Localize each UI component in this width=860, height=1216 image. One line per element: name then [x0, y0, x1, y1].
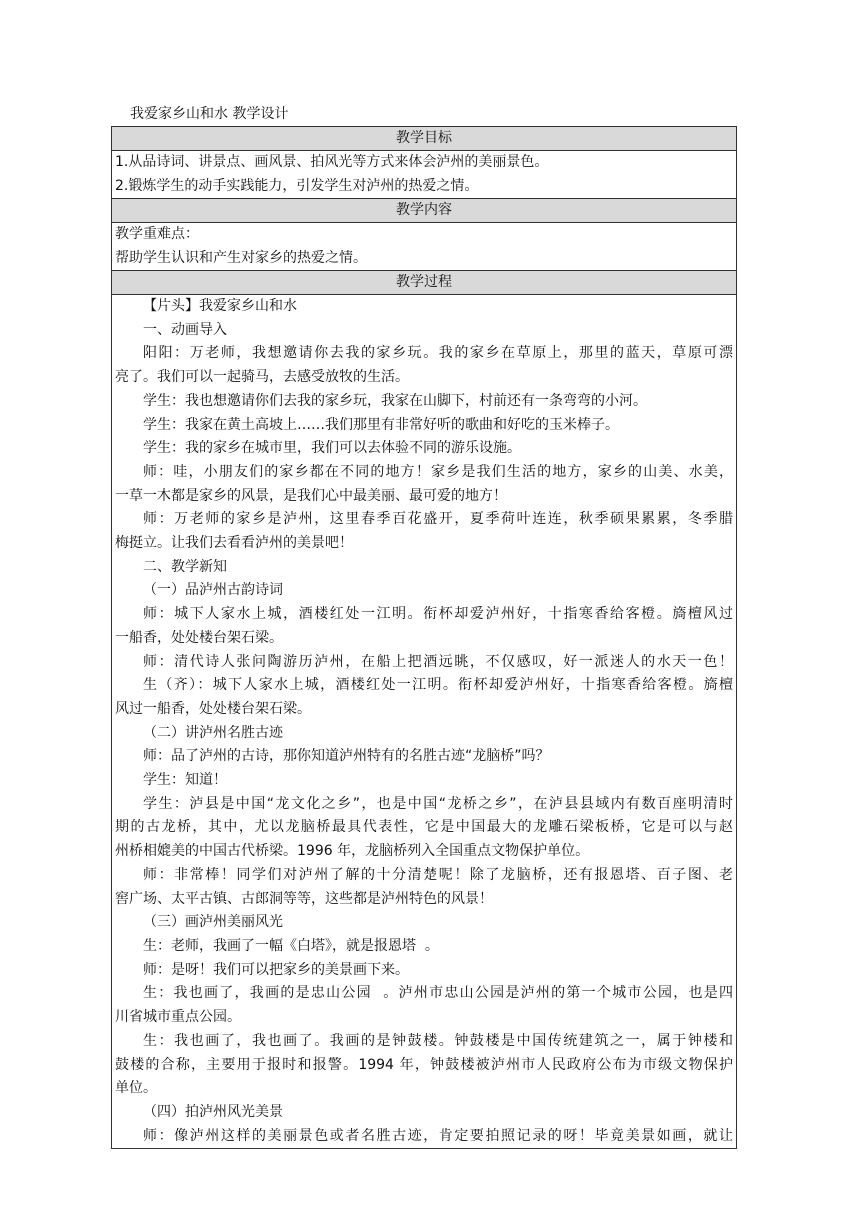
process-line: 一、动画导入: [143, 321, 227, 338]
process-line: 生：我也画了，我画的是忠山公园 。泸州市忠山公园是泸州的第一个城市公园，也是四: [143, 985, 733, 1002]
process-line: 学生：泸县是中国“龙文化之乡”，也是中国“龙桥之乡”，在泸县县域内有数百座明清时: [143, 795, 733, 812]
process-line: （一）品泸州古韵诗词: [143, 582, 283, 599]
process-line: 师：品了泸州的古诗，那你知道泸州特有的名胜古迹“龙脑桥”吗？: [143, 748, 550, 765]
objectives-header: 教学目标: [112, 127, 737, 151]
process-line: 师：是呀！我们可以把家乡的美景画下来。: [143, 961, 409, 978]
process-line: （三）画泸州美丽风光: [143, 914, 283, 931]
process-line: 师：清代诗人张问陶游历泸州，在船上把酒远眺，不仅感叹，好一派迷人的水天一色！: [143, 653, 733, 670]
process-line: （四）拍泸州风光美景: [143, 1103, 283, 1120]
process-line: 师：城下人家水上城，酒楼红处一江明。衔杯却爱泸州好，十指寒香给客橙。旖檀风过: [143, 606, 733, 623]
process-line: 生：我也画了，我也画了。我画的是钟鼓楼。钟鼓楼是中国传统建筑之一，属于钟楼和: [143, 1032, 733, 1049]
objectives-header-row: [112, 127, 737, 151]
process-line: 学生：我家在黄土高坡上……我们那里有非常好听的歌曲和好吃的玉米棒子。: [143, 416, 619, 433]
process-header-row: [112, 271, 737, 295]
process-line: 窖广场、太平古镇、古郎洞等等，这些都是泸州特色的风景！: [115, 890, 493, 907]
content-row: [112, 223, 737, 271]
process-line: 鼓楼的合称，主要用于报时和报警。1994 年，钟鼓楼被泸州市人民政府公布为市级文物保护: [115, 1056, 733, 1073]
process-cell: [112, 295, 737, 1149]
process-line: 州桥相媲美的中国古代桥梁。1996 年，龙脑桥列入全国重点文物保护单位。: [115, 843, 590, 860]
objectives-cell: [112, 151, 737, 199]
content-header-row: [112, 199, 737, 223]
content-header: 教学内容: [112, 199, 737, 223]
process-line: 梅挺立。让我们去看看泸州的美景吧！: [115, 535, 353, 552]
process-line: 学生：我的家乡在城市里，我们可以去体验不同的游乐设施。: [143, 440, 521, 457]
process-line: 一船香，处处楼台架石梁。: [115, 629, 283, 646]
process-line: 风过一船香，处处楼台架石梁。: [115, 700, 311, 717]
process-line: 期的古龙桥，其中，尤以龙脑桥最具代表性，它是中国最大的龙雕石梁板桥，它是可以与赵: [115, 819, 733, 836]
process-line: 学生：知道！: [143, 772, 227, 789]
process-line: 一草一木都是家乡的风景，是我们心中最美丽、最可爱的地方！: [115, 487, 507, 504]
objective-item: 1.从品诗词、讲景点、画风景、拍风光等方式来体会泸州的美丽景色。: [115, 154, 549, 170]
process-row: [112, 295, 737, 1149]
objectives-row: [112, 151, 737, 199]
process-line: 师：万老师的家乡是泸州，这里春季百花盛开，夏季荷叶连连，秋季硕果累累，冬季腊: [143, 511, 733, 528]
content-item: 教学重难点：: [115, 226, 199, 242]
content-cell: [112, 223, 737, 271]
process-line: 亮了。我们可以一起骑马，去感受放牧的生活。: [115, 369, 409, 386]
process-line: 生：老师，我画了一幅《白塔》，就是报恩塔 。: [143, 937, 439, 954]
process-header: 教学过程: [112, 271, 737, 295]
process-line: 川省城市重点公园。: [115, 1009, 241, 1026]
document-title: 我爱家乡山和水 教学设计: [130, 106, 289, 122]
objective-item: 2.锻炼学生的动手实践能力，引发学生对泸州的热爱之情。: [115, 177, 479, 194]
lesson-plan-table: [111, 126, 737, 1149]
process-line: （二）讲泸州名胜古迹: [143, 724, 283, 741]
content-item: 帮助学生认识和产生对家乡的热爱之情。: [115, 249, 367, 266]
process-line: 生（齐）：城下人家水上城，酒楼红处一江明。衔杯却爱泸州好，十指寒香给客橙。旖檀: [143, 677, 733, 694]
process-line: 学生：我也想邀请你们去我的家乡玩，我家在山脚下，村前还有一条弯弯的小河。: [143, 392, 647, 409]
process-line: 师：非常棒！同学们对泸州了解的十分清楚呢！除了龙脑桥，还有报恩塔、百子图、老: [143, 866, 733, 883]
process-line: 单位。: [115, 1080, 157, 1097]
process-line: 【片头】我爱家乡山和水: [143, 298, 297, 314]
process-line: 二、教学新知: [143, 558, 227, 575]
process-line: 师：像泸州这样的美丽景色或者名胜古迹，肯定要拍照记录的呀！毕竟美景如画，就让: [143, 1127, 733, 1144]
process-line: 师：哇，小朋友们的家乡都在不同的地方！家乡是我们生活的地方，家乡的山美、水美，: [143, 463, 733, 480]
process-line: 阳阳：万老师，我想邀请你去我的家乡玩。我的家乡在草原上，那里的蓝天，草原可漂: [143, 345, 733, 362]
